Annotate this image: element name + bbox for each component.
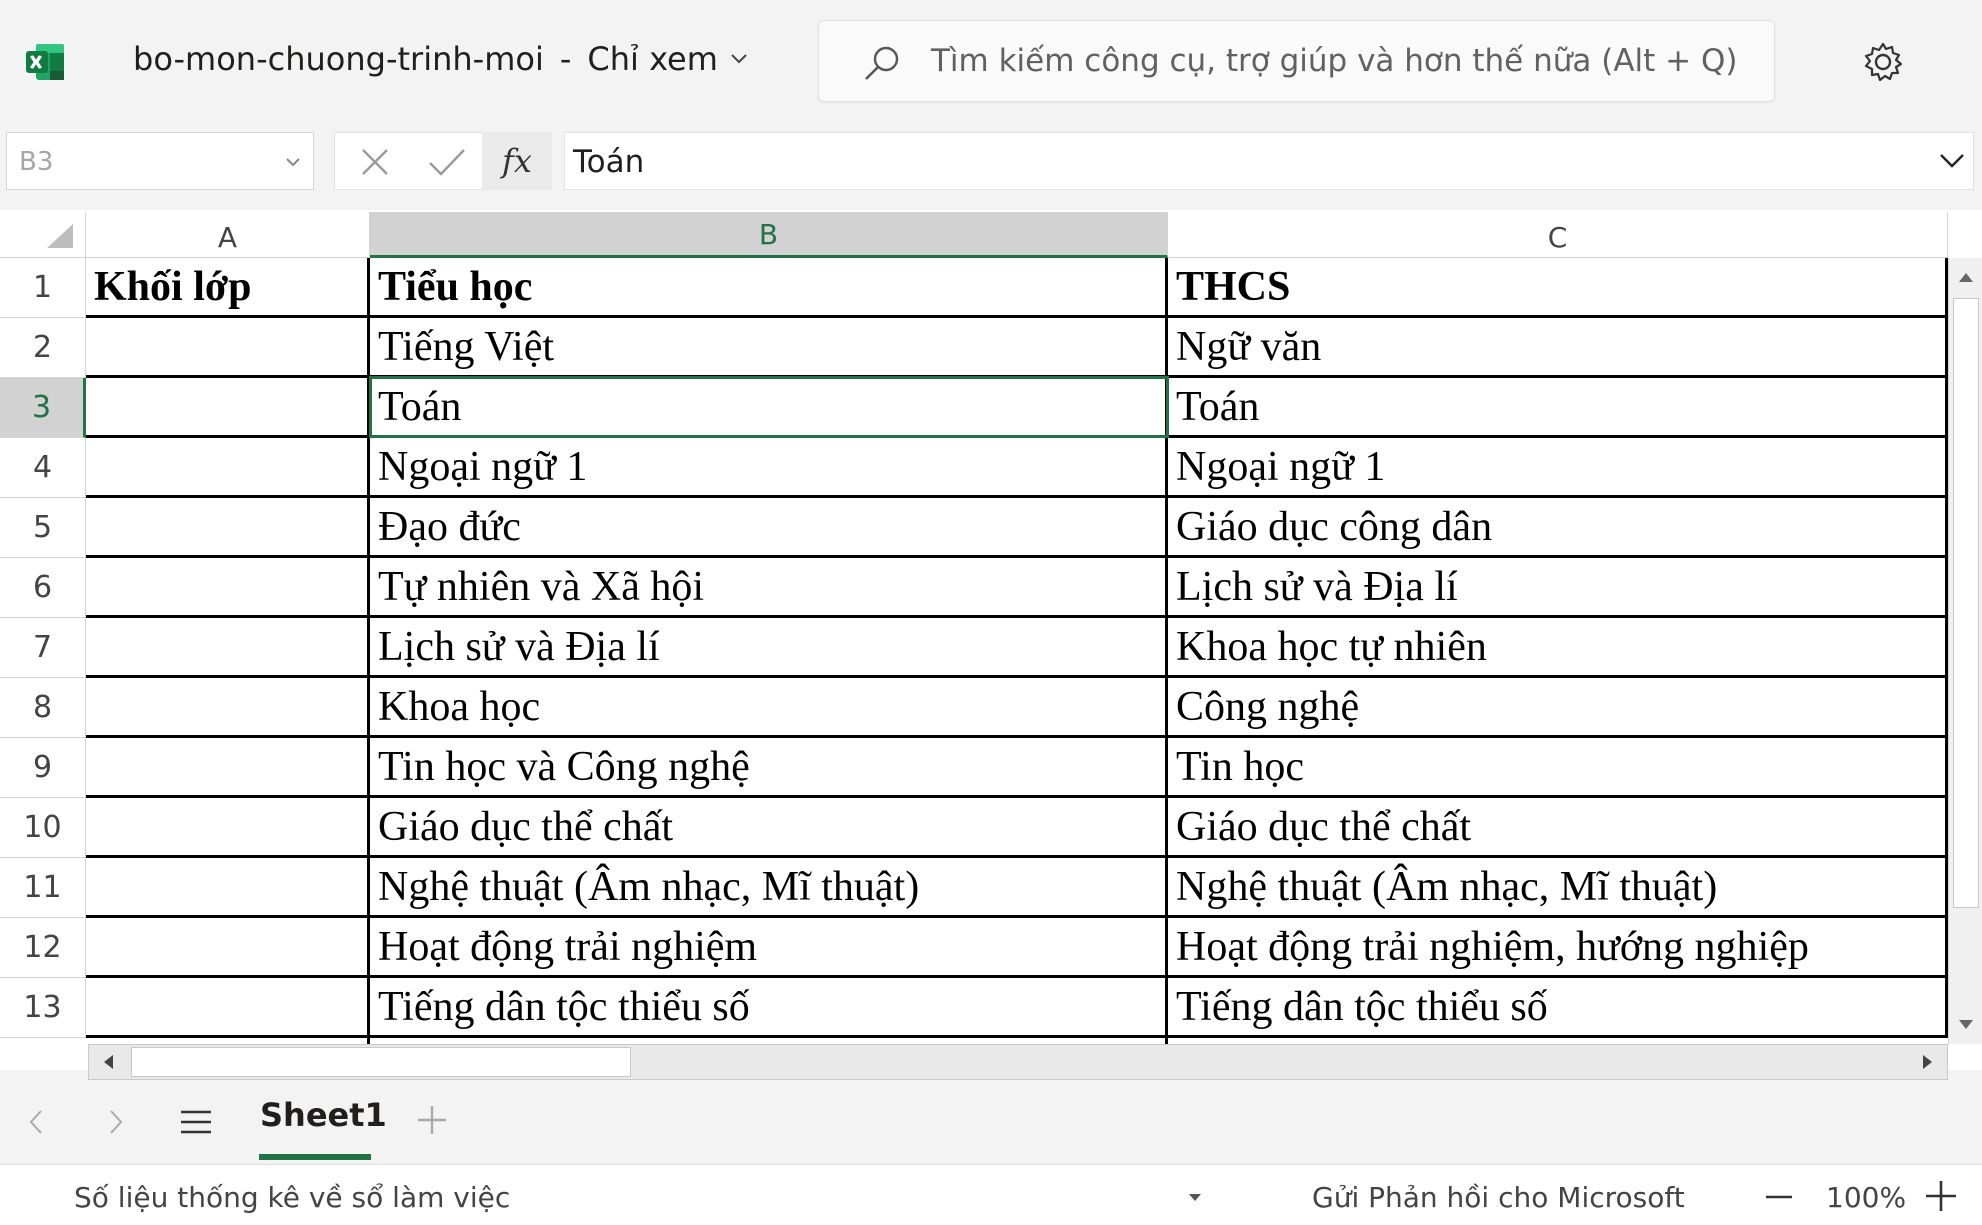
chevron-down-icon xyxy=(730,53,748,65)
cell-c3[interactable]: Toán xyxy=(1168,378,1948,438)
cell-b8[interactable]: Khoa học xyxy=(370,678,1168,738)
excel-icon[interactable] xyxy=(24,42,66,82)
active-tab-indicator xyxy=(259,1154,371,1160)
zoom-out-icon[interactable] xyxy=(1764,1187,1794,1207)
row-header-13[interactable]: 13 xyxy=(0,978,86,1038)
select-all-button[interactable] xyxy=(0,212,86,258)
row-header-12[interactable]: 12 xyxy=(0,918,86,978)
row-header-10[interactable]: 10 xyxy=(0,798,86,858)
checkmark-icon xyxy=(427,146,467,178)
horizontal-scroll-thumb[interactable] xyxy=(131,1047,631,1077)
feedback-button[interactable]: Gửi Phản hồi cho Microsoft xyxy=(1312,1181,1685,1214)
cell-grid xyxy=(86,258,1948,1044)
cell-a2[interactable] xyxy=(86,318,370,378)
cell-b1[interactable]: Tiểu học xyxy=(370,258,1168,318)
search-placeholder: Tìm kiếm công cụ, trợ giúp và hơn thế nữa (Alt + Q) xyxy=(931,43,1738,79)
select-all-icon xyxy=(45,222,75,250)
cell-b5[interactable]: Đạo đức xyxy=(370,498,1168,558)
sheet-tabs-bar xyxy=(0,1080,1982,1164)
arrow-down-icon xyxy=(1958,1019,1974,1031)
scroll-right-button[interactable] xyxy=(1911,1047,1945,1077)
cell-c11[interactable]: Nghệ thuật (Âm nhạc, Mĩ thuật) xyxy=(1168,858,1948,918)
chevron-down-icon[interactable] xyxy=(1188,1193,1202,1203)
cell-b4[interactable]: Ngoại ngữ 1 xyxy=(370,438,1168,498)
cell-c8[interactable]: Công nghệ xyxy=(1168,678,1948,738)
cell-c10[interactable]: Giáo dục thể chất xyxy=(1168,798,1948,858)
cell-a5[interactable] xyxy=(86,498,370,558)
menu-icon xyxy=(180,1109,212,1135)
insert-function-button[interactable]: fx xyxy=(482,132,552,190)
add-sheet-icon[interactable] xyxy=(412,1100,452,1140)
search-icon xyxy=(861,43,903,85)
row-header-9[interactable]: 9 xyxy=(0,738,86,798)
cell-a11[interactable] xyxy=(86,858,370,918)
arrow-up-icon xyxy=(1958,271,1974,283)
cell-a10[interactable] xyxy=(86,798,370,858)
formula-value: Toán xyxy=(573,144,645,180)
cell-c13[interactable]: Tiếng dân tộc thiểu số xyxy=(1168,978,1948,1038)
cell-b7[interactable]: Lịch sử và Địa lí xyxy=(370,618,1168,678)
cell-c4[interactable]: Ngoại ngữ 1 xyxy=(1168,438,1948,498)
column-header-a[interactable]: A xyxy=(86,212,370,258)
cancel-button[interactable] xyxy=(345,133,405,191)
cell-b13[interactable]: Tiếng dân tộc thiểu số xyxy=(370,978,1168,1038)
scroll-down-button[interactable] xyxy=(1949,1008,1982,1042)
row-header-2[interactable]: 2 xyxy=(0,318,86,378)
row-header-7[interactable]: 7 xyxy=(0,618,86,678)
name-box[interactable] xyxy=(6,132,314,190)
previous-sheet-button[interactable] xyxy=(16,1102,56,1142)
cell-a9[interactable] xyxy=(86,738,370,798)
row-header-6[interactable]: 6 xyxy=(0,558,86,618)
row-header-1[interactable]: 1 xyxy=(0,258,86,318)
row-header-8[interactable]: 8 xyxy=(0,678,86,738)
cell-b10[interactable]: Giáo dục thể chất xyxy=(370,798,1168,858)
cell-b12[interactable]: Hoạt động trải nghiệm xyxy=(370,918,1168,978)
cell-a12[interactable] xyxy=(86,918,370,978)
scroll-up-button[interactable] xyxy=(1949,260,1982,294)
zoom-level[interactable]: 100% xyxy=(1826,1181,1907,1214)
row-header-4[interactable]: 4 xyxy=(0,438,86,498)
cell-a6[interactable] xyxy=(86,558,370,618)
horizontal-scrollbar[interactable] xyxy=(88,1044,1948,1080)
cell-a13[interactable] xyxy=(86,978,370,1038)
cell-c12[interactable]: Hoạt động trải nghiệm, hướng nghiệp xyxy=(1168,918,1948,978)
cell-b2[interactable]: Tiếng Việt xyxy=(370,318,1168,378)
arrow-right-icon xyxy=(1922,1054,1934,1070)
vertical-scroll-thumb[interactable] xyxy=(1953,298,1979,908)
chevron-right-icon xyxy=(109,1109,123,1135)
formula-input[interactable] xyxy=(564,132,1974,190)
cell-c9[interactable]: Tin học xyxy=(1168,738,1948,798)
row-header-3[interactable]: 3 xyxy=(0,378,86,438)
title-bar xyxy=(0,0,1982,128)
all-sheets-button[interactable] xyxy=(176,1102,216,1142)
document-title[interactable] xyxy=(133,40,748,78)
document-name: bo-mon-chuong-trinh-moi xyxy=(133,40,544,78)
name-box-value: B3 xyxy=(19,147,54,177)
close-icon xyxy=(359,146,391,178)
cell-b11[interactable]: Nghệ thuật (Âm nhạc, Mĩ thuật) xyxy=(370,858,1168,918)
cell-c5[interactable]: Giáo dục công dân xyxy=(1168,498,1948,558)
cell-a8[interactable] xyxy=(86,678,370,738)
cell-b6[interactable]: Tự nhiên và Xã hội xyxy=(370,558,1168,618)
view-mode-label: Chỉ xem xyxy=(587,40,718,78)
cell-b9[interactable]: Tin học và Công nghệ xyxy=(370,738,1168,798)
workbook-statistics-button[interactable]: Số liệu thống kê về sổ làm việc xyxy=(74,1181,511,1214)
chevron-down-icon xyxy=(285,157,301,167)
cell-c6[interactable]: Lịch sử và Địa lí xyxy=(1168,558,1948,618)
cell-a3[interactable] xyxy=(86,378,370,438)
column-header-b[interactable]: B xyxy=(370,212,1168,258)
chevron-left-icon xyxy=(29,1109,43,1135)
cell-c7[interactable]: Khoa học tự nhiên xyxy=(1168,618,1948,678)
cell-a4[interactable] xyxy=(86,438,370,498)
cell-b3[interactable]: Toán xyxy=(370,378,1168,438)
zoom-in-icon[interactable] xyxy=(1924,1179,1958,1213)
row-header-11[interactable]: 11 xyxy=(0,858,86,918)
arrow-left-icon xyxy=(102,1054,114,1070)
scroll-left-button[interactable] xyxy=(91,1047,125,1077)
cell-a1[interactable]: Khối lớp xyxy=(86,258,370,318)
search-box[interactable] xyxy=(818,20,1775,102)
chevron-down-icon[interactable] xyxy=(1939,153,1965,169)
sheet-tab-sheet1[interactable]: Sheet1 xyxy=(260,1096,387,1134)
cell-a7[interactable] xyxy=(86,618,370,678)
gear-icon[interactable] xyxy=(1861,40,1905,84)
title-separator: - xyxy=(559,40,572,78)
next-sheet-button[interactable] xyxy=(96,1102,136,1142)
confirm-button[interactable] xyxy=(415,133,479,191)
column-header-c[interactable]: C xyxy=(1168,212,1948,258)
vertical-scrollbar[interactable] xyxy=(1948,258,1982,1044)
cell-c1[interactable]: THCS xyxy=(1168,258,1948,318)
cell-c2[interactable]: Ngữ văn xyxy=(1168,318,1948,378)
column-headers xyxy=(0,212,1948,258)
row-header-5[interactable]: 5 xyxy=(0,498,86,558)
status-bar xyxy=(0,1164,1982,1225)
